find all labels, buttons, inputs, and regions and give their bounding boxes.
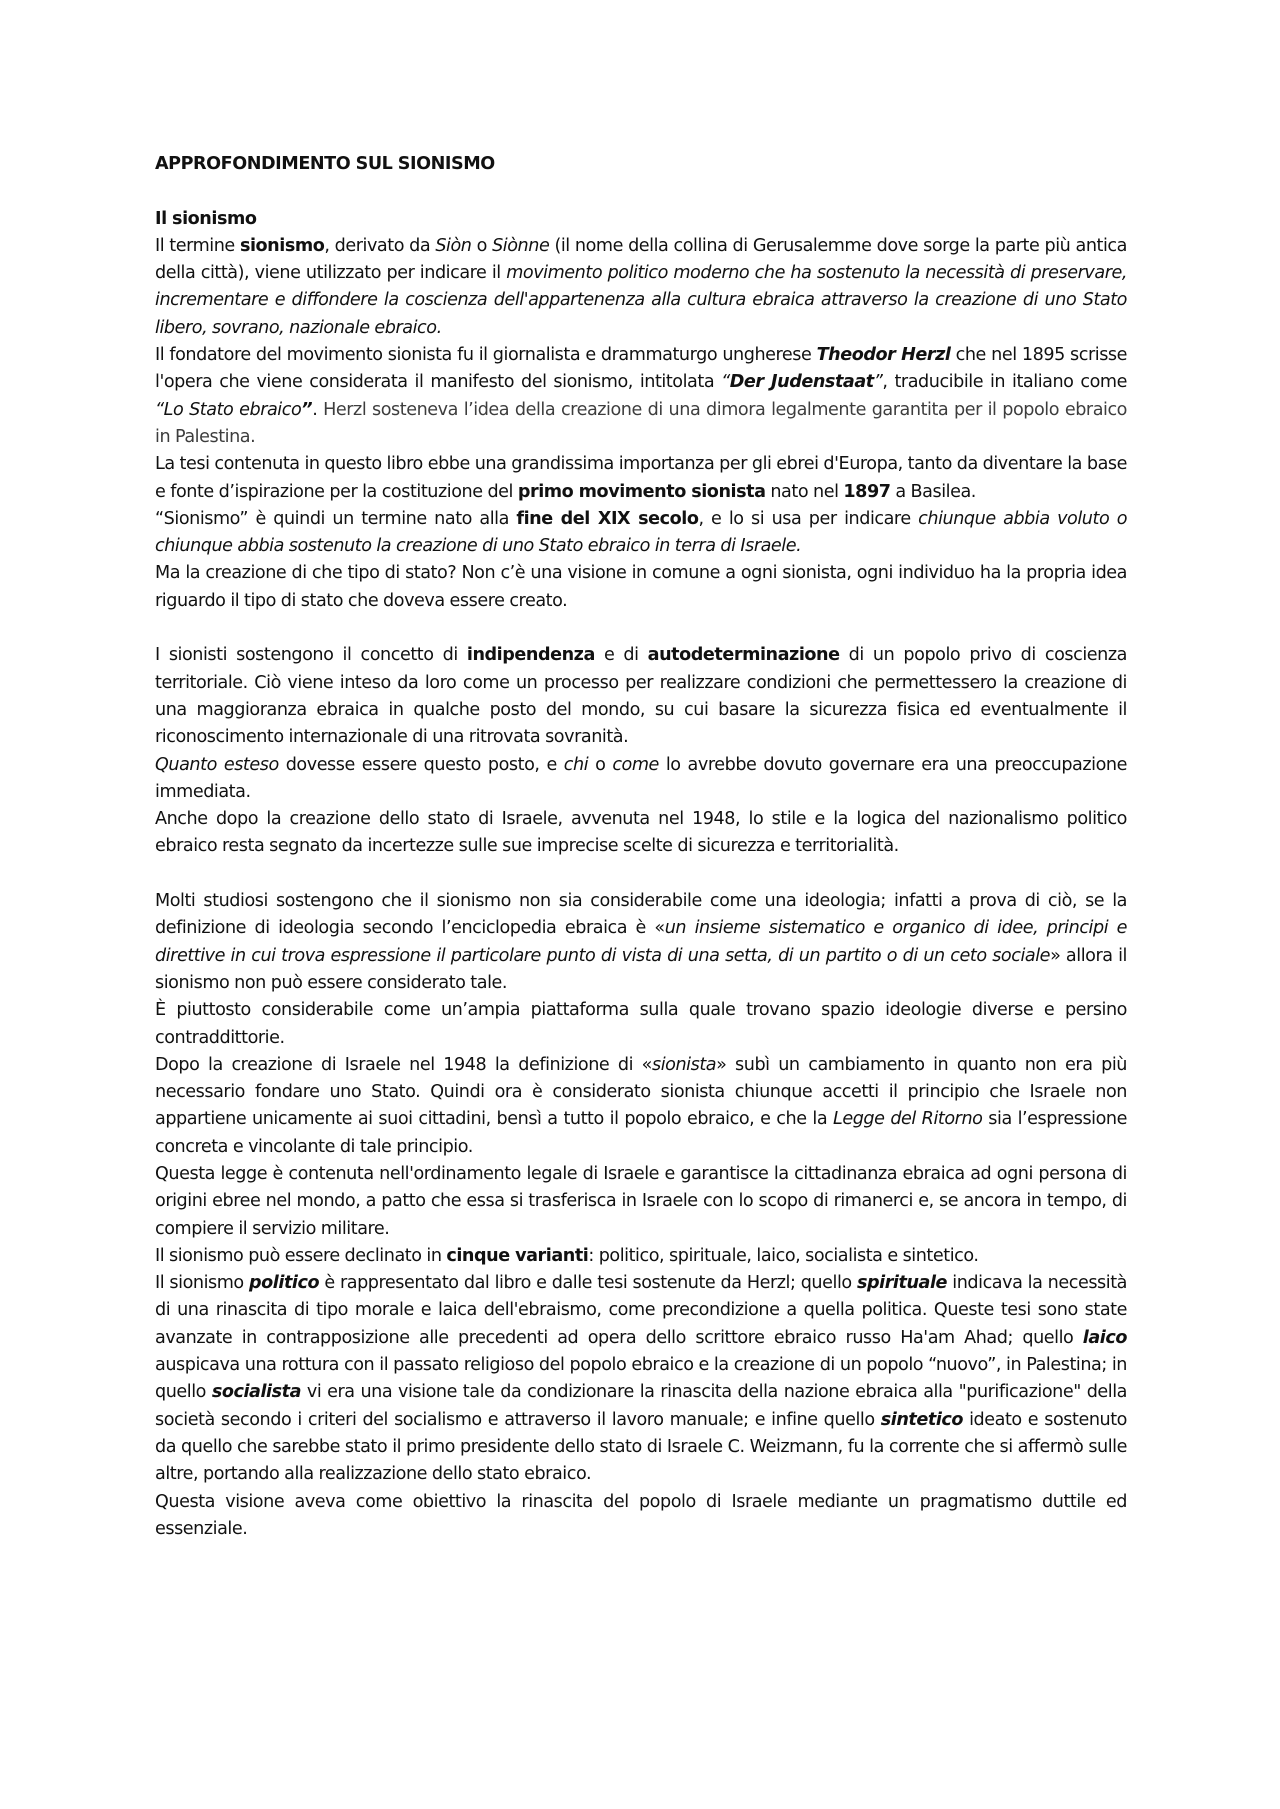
paragraph-10: È piuttosto considerabile come un’ampia piattaforma sulla quale trovano spazio ideologie diverse e persino contraddittorie. bbox=[155, 1000, 1127, 1048]
italic-definition: movimento politico moderno che ha sostenuto la necessità di preservare, incrementare e diffondere la coscienza dell'appartenenza alla cultura ebraica attraverso la creazione di uno Stato libero, sovrano, nazionale ebraico. bbox=[155, 263, 1127, 338]
text-run: (il nome della collina di Gerusalemme dove sorge la parte più antica della città), viene utilizzato per indicare il bbox=[155, 235, 1127, 284]
paragraph-14 bbox=[155, 1270, 1127, 1488]
paragraph-6 bbox=[155, 642, 1127, 751]
italic-term: come bbox=[612, 754, 659, 775]
bold-term: primo movimento sionista bbox=[517, 481, 766, 502]
paragraph-3 bbox=[155, 451, 1127, 506]
text-run: Dopo la creazione di Israele nel 1948 la definizione di « bbox=[155, 1054, 652, 1075]
text-run: . bbox=[312, 399, 324, 420]
text-run: La tesi contenuta in questo libro ebbe una grandissima importanza per gli ebrei d'Europa, tanto da diventare la base e fonte d’ispirazione per la costituzione del bbox=[155, 454, 1127, 502]
paragraph-2 bbox=[155, 342, 1127, 451]
italic-title: Lo Stato ebraico bbox=[163, 399, 302, 420]
text-run: Il termine bbox=[155, 235, 240, 256]
bold-italic-title: Der Judenstaat bbox=[729, 372, 874, 393]
text-run: Il sionismo bbox=[155, 1273, 249, 1294]
text-run: e di bbox=[594, 645, 648, 666]
paragraph-5: Ma la creazione di che tipo di stato? Non c’è una visione in comune a ogni sionista, ogni individuo ha la propria idea riguardo il tipo di stato che doveva essere creato. bbox=[155, 563, 1127, 611]
text-run: sia l’espressione concreta e vincolante di tale principio. bbox=[155, 1109, 1128, 1157]
text-run: di un popolo privo di coscienza territoriale. Ciò viene inteso da loro come un processo per realizzare condizioni che permettessero la creazione di una maggioranza ebraica in qualche posto del mondo, su cui basare la sicurezza fisica ed eventualmente il riconoscimento internazionale di una ritrovata sovranità. bbox=[155, 645, 1127, 748]
bold-italic-term: laico bbox=[1082, 1327, 1127, 1348]
paragraph-11 bbox=[155, 1052, 1127, 1161]
paragraph-9 bbox=[155, 888, 1127, 997]
text-run: che nel 1895 scrisse l'opera che viene considerata il manifesto del sionismo, intitolata bbox=[155, 345, 1127, 393]
text-run: lo avrebbe dovuto governare era una preoccupazione immediata. bbox=[155, 754, 1127, 802]
text-run: : politico, spirituale, laico, socialista e sintetico. bbox=[588, 1245, 979, 1266]
blank-line bbox=[155, 861, 1127, 888]
text-run: indicava la necessità di una rinascita di tipo morale e laica dell'ebraismo, come precondizione a quella politica. Queste tesi sono state avanzate in contrapposizione alle precedenti ad opera dello scrittore ebraico russo Ha'am Ahad; quello bbox=[155, 1273, 1127, 1348]
grey-text-run: Herzl sosteneva l’idea della creazione di una dimora legalmente garantita per il popolo ebraico in Palestina. bbox=[155, 399, 1127, 447]
text-run: nato nel bbox=[765, 481, 844, 502]
text-run: o bbox=[471, 235, 493, 256]
paragraph-7 bbox=[155, 752, 1127, 807]
quote-mark: ” bbox=[873, 372, 883, 393]
quote-mark: “ bbox=[721, 372, 730, 393]
quote-mark: “ bbox=[155, 399, 164, 420]
bold-italic-term: socialista bbox=[211, 1382, 302, 1403]
text-run: , traducibile in italiano come bbox=[882, 372, 1127, 393]
text-run: Il sionismo può essere declinato in bbox=[155, 1245, 447, 1266]
bold-year: 1897 bbox=[843, 481, 891, 502]
italic-term: Siòn bbox=[435, 235, 472, 256]
text-run: “Sionismo” è quindi un termine nato alla bbox=[155, 508, 517, 529]
text-run: » subì un cambiamento in quanto non era più necessario fondare uno Stato. Quindi ora è considerato sionista chiunque accetti il principio che Israele non appartiene unicamente ai suoi cittadini, bensì a tutto il popolo ebraico, e che la bbox=[155, 1054, 1128, 1130]
bold-italic-term: sintetico bbox=[880, 1409, 964, 1430]
bold-term: indipendenza bbox=[466, 645, 595, 666]
text-run: » allora il sionismo non può essere considerato tale. bbox=[155, 945, 1127, 993]
text-run: auspicava una rottura con il passato religioso del popolo ebraico e la creazione di un popolo “nuovo”, in Palestina; in quello bbox=[155, 1355, 1127, 1403]
paragraph-4 bbox=[155, 506, 1127, 561]
text-run: o bbox=[588, 754, 613, 775]
bold-term: autodeterminazione bbox=[647, 645, 840, 666]
paragraph-12: Questa legge è contenuta nell'ordinamento legale di Israele e garantisce la cittadinanza ebraica ad ogni persona di origini ebree nel mondo, a patto che essa si trasferisca in Israele con lo scopo di rimanerci e, se ancora in tempo, di compiere il servizio militare. bbox=[155, 1163, 1127, 1239]
bold-term: sionismo bbox=[239, 235, 325, 256]
text-run: dovesse essere questo posto, e bbox=[278, 754, 564, 775]
paragraph-15: Questa visione aveva come obiettivo la rinascita del popolo di Israele mediante un pragmatismo duttile ed essenziale. bbox=[155, 1491, 1127, 1539]
blank-line bbox=[155, 615, 1127, 642]
text-run: , e lo si usa per indicare bbox=[698, 508, 919, 529]
bold-italic-term: spirituale bbox=[856, 1273, 948, 1294]
section-heading: Il sionismo bbox=[155, 208, 257, 229]
italic-term: sionista bbox=[652, 1054, 717, 1075]
bold-italic-term: politico bbox=[249, 1273, 320, 1294]
text-run: vi era una visione tale da condizionare la rinascita della nazione ebraica alla "purificazione" della società secondo i criteri del socialismo e attraverso il lavoro manuale; e infine quello bbox=[155, 1382, 1128, 1430]
text-run: , derivato da bbox=[324, 235, 436, 256]
italic-term: Siònne bbox=[492, 235, 550, 256]
paragraph-13 bbox=[155, 1243, 1127, 1270]
italic-term: Quanto esteso bbox=[155, 754, 279, 775]
quote-mark: ” bbox=[301, 399, 313, 420]
bold-term: fine del XIX secolo bbox=[516, 508, 699, 529]
italic-term: chi bbox=[563, 754, 589, 775]
paragraph-1 bbox=[155, 233, 1127, 342]
italic-definition: un insieme sistematico e organico di idee, principi e direttive in cui trova espressione il particolare punto di vista di una setta, di un partito o di un ceto sociale bbox=[155, 918, 1127, 966]
italic-definition: chiunque abbia voluto o chiunque abbia sostenuto la creazione di uno Stato ebraico in terra di Israele. bbox=[155, 508, 1128, 557]
document-body bbox=[155, 151, 1127, 1543]
text-run: a Basilea. bbox=[890, 481, 976, 502]
text-run: è rappresentato dal libro e dalle tesi sostenute da Herzl; quello bbox=[319, 1273, 857, 1294]
text-run: Molti studiosi sostengono che il sionismo non sia considerabile come una ideologia; infatti a prova di ciò, se la definizione di ideologia secondo l’enciclopedia ebraica è « bbox=[155, 891, 1127, 939]
text-run: ideato e sostenuto da quello che sarebbe stato il primo presidente dello stato di Israele C. Weizmann, fu la corrente che si affermò sulle altre, portando alla realizzazione dello stato ebraico. bbox=[155, 1409, 1127, 1485]
bold-term: cinque varianti bbox=[446, 1245, 589, 1266]
italic-term: Legge del Ritorno bbox=[832, 1109, 983, 1130]
document-title: APPROFONDIMENTO SUL SIONISMO bbox=[155, 154, 495, 174]
blank-line bbox=[155, 178, 1127, 205]
text-run: I sionisti sostengono il concetto di bbox=[155, 645, 467, 666]
paragraph-8: Anche dopo la creazione dello stato di Israele, avvenuta nel 1948, lo stile e la logica del nazionalismo politico ebraico resta segnato da incertezze sulle sue imprecise scelte di sicurezza e territorialità. bbox=[155, 809, 1127, 857]
bold-italic-name: Theodor Herzl bbox=[816, 345, 951, 366]
text-run: Il fondatore del movimento sionista fu il giornalista e drammaturgo ungherese bbox=[155, 345, 817, 366]
